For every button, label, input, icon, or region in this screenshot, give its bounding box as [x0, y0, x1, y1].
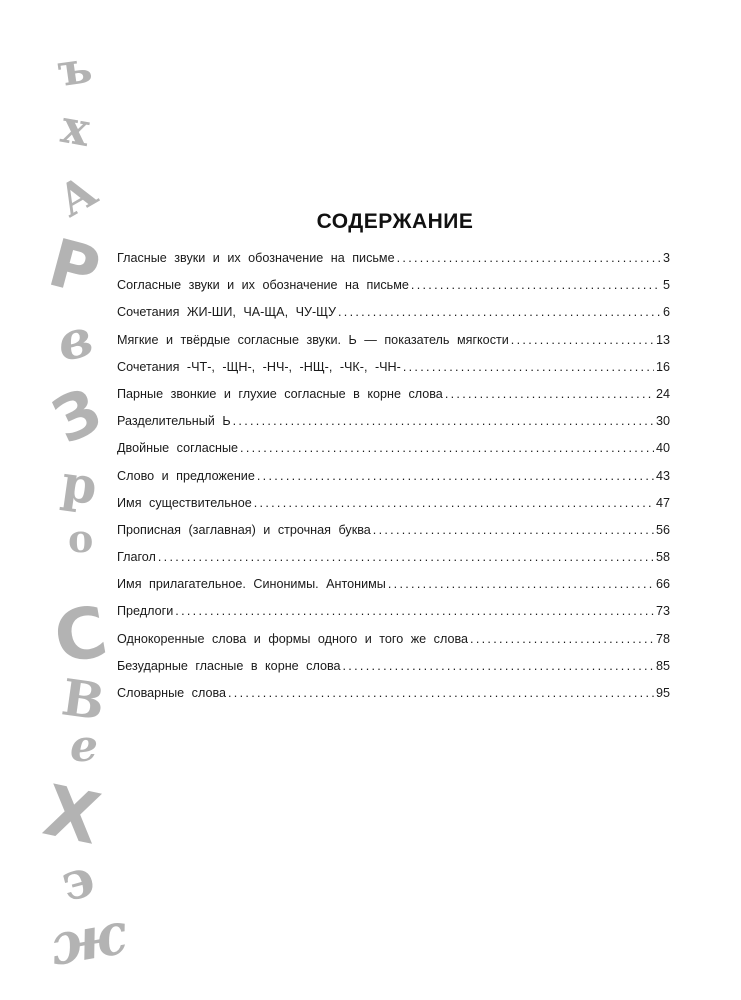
toc-entry-page: 6	[662, 305, 670, 320]
toc-leader-dots	[257, 469, 654, 483]
toc-entry-page: 73	[655, 604, 670, 619]
decorative-letter: е	[70, 721, 98, 772]
toc-leader-dots	[240, 441, 654, 455]
toc-entry-page: 85	[655, 658, 670, 673]
decorative-letter: э	[54, 846, 101, 915]
toc-entry-page: 78	[655, 631, 670, 646]
toc-entry	[117, 632, 670, 659]
decorative-letter: в	[51, 307, 99, 374]
toc-entry-page: 47	[655, 495, 670, 510]
toc-leader-dots	[158, 550, 654, 564]
toc-entry-label: Слово и предложение	[117, 468, 255, 483]
toc-entry	[117, 414, 670, 441]
toc-entry-label: Имя прилагательное. Синонимы. Антонимы	[117, 577, 386, 592]
toc-entry-page: 3	[662, 251, 670, 265]
toc-leader-dots	[254, 496, 654, 510]
toc-leader-dots	[233, 414, 654, 428]
toc-leader-dots	[373, 523, 654, 537]
toc-entry-page: 58	[655, 550, 670, 565]
toc-entry-label: Парные звонкие и глухие согласные в корне слова	[117, 386, 443, 401]
toc-leader-dots	[228, 686, 654, 700]
toc-entry-label: Сочетания -ЧТ-, -ЩН-, -НЧ-, -НЩ-, -ЧК-, -ЧН-	[117, 359, 401, 374]
toc-entry	[117, 550, 670, 577]
decorative-letter: р	[58, 452, 101, 517]
toc-leader-dots	[388, 577, 654, 591]
toc-entry	[117, 523, 670, 550]
toc-entry-label: Прописная (заглавная) и строчная буква	[117, 522, 371, 537]
toc-entry-page: 24	[655, 386, 670, 401]
decorative-letter: В	[58, 667, 109, 732]
toc-entry	[117, 659, 670, 686]
decorative-letter: ъ	[54, 41, 96, 98]
toc-entry-label: Предлоги	[117, 604, 174, 619]
toc-entry-label: Безударные гласные в корне слова	[117, 658, 341, 673]
toc-entry-page: 13	[655, 332, 670, 347]
toc-entry	[117, 387, 670, 414]
toc-leader-dots	[338, 305, 661, 319]
toc-leader-dots	[511, 333, 654, 347]
toc-entry	[117, 604, 670, 631]
toc-leader-dots	[175, 604, 654, 618]
toc-entry	[117, 278, 670, 305]
toc-leader-dots	[397, 251, 661, 265]
toc-entry-label: Двойные согласные	[117, 441, 239, 456]
decorative-letter: Х	[37, 769, 107, 861]
table-of-contents	[117, 251, 670, 713]
toc-entry	[117, 469, 670, 496]
toc-entry-page: 95	[655, 686, 670, 700]
toc-entry-label: Глагол	[117, 550, 156, 565]
toc-entry	[117, 496, 670, 523]
toc-entry-page: 40	[655, 441, 670, 456]
toc-entry	[117, 251, 670, 278]
toc-entry-label: Сочетания ЖИ-ШИ, ЧА-ЩА, ЧУ-ЩУ	[117, 305, 336, 320]
toc-leader-dots	[445, 387, 654, 401]
toc-entry-label: Гласные звуки и их обозначение на письме	[117, 251, 395, 265]
decorative-letter: Р	[40, 224, 108, 311]
toc-entry	[117, 686, 670, 713]
page-title: СОДЕРЖАНИЕ	[316, 210, 474, 233]
toc-leader-dots	[411, 278, 661, 292]
toc-entry-page: 66	[655, 577, 670, 592]
toc-leader-dots	[470, 632, 654, 646]
decorative-letter: А	[49, 165, 106, 228]
decorative-letter: ж	[44, 898, 132, 980]
toc-entry	[117, 441, 670, 468]
toc-entry-label: Однокоренные слова и формы одного и того же слова	[117, 631, 469, 646]
decorative-letter: о	[68, 516, 94, 561]
toc-entry-page: 56	[655, 522, 670, 537]
toc-entry-page: 5	[662, 278, 670, 293]
toc-entry-label: Словарные слова	[117, 686, 226, 700]
toc-entry	[117, 305, 670, 332]
toc-entry-label: Разделительный Ь	[117, 414, 231, 429]
toc-entry-label: Согласные звуки и их обозначение на письме	[117, 278, 409, 293]
decorative-letter: З	[41, 373, 113, 458]
toc-entry-page: 30	[655, 414, 670, 429]
toc-leader-dots	[343, 659, 654, 673]
toc-entry	[117, 577, 670, 604]
toc-entry-page: 43	[655, 468, 670, 483]
toc-entry-label: Мягкие и твёрдые согласные звуки. Ь — показатель мягкости	[117, 332, 509, 347]
toc-leader-dots	[403, 360, 654, 374]
decorative-letter: х	[57, 99, 94, 157]
toc-entry	[117, 360, 670, 387]
decorative-letter: С	[48, 590, 114, 680]
decorative-letter-strip	[0, 30, 132, 980]
toc-entry	[117, 333, 670, 360]
toc-entry-label: Имя существительное	[117, 495, 252, 510]
toc-entry-page: 16	[655, 359, 670, 374]
